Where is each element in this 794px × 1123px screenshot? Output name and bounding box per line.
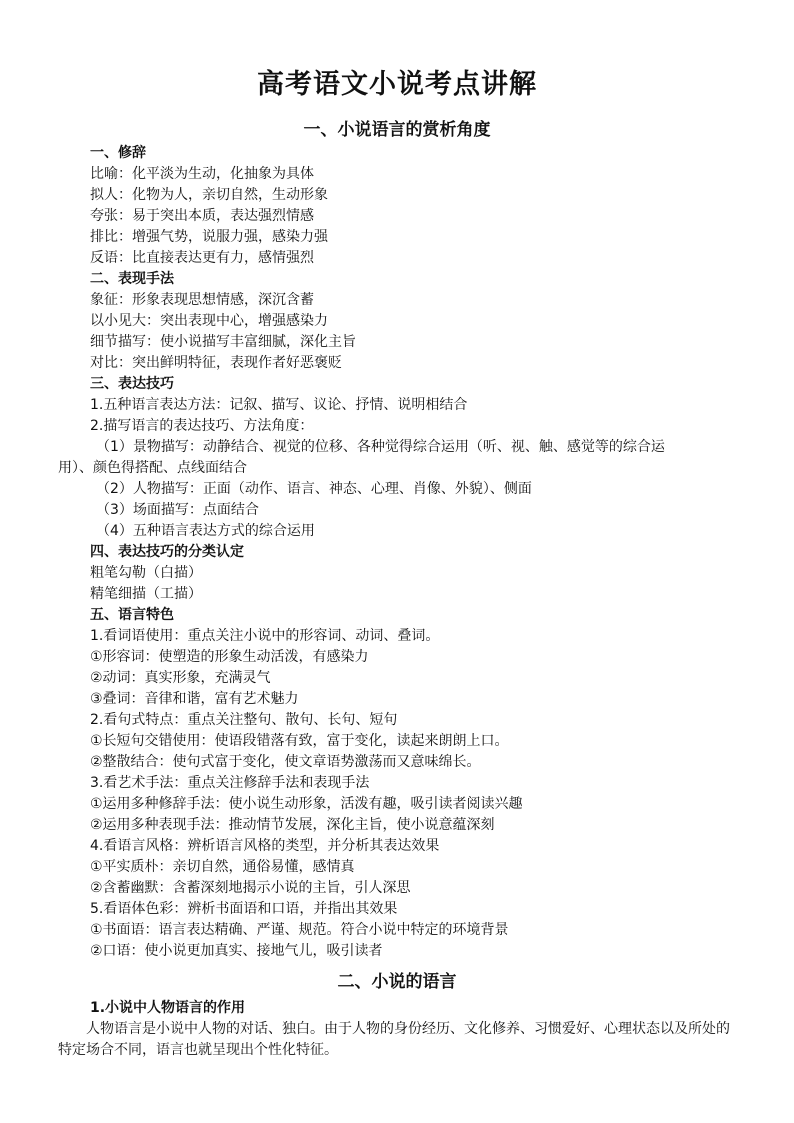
section-heading-2: 二、小说的语言 <box>337 972 457 992</box>
subheading-language-features: 五、语言特色 <box>90 607 174 623</box>
text-line: 比喻：化平淡为生动，化抽象为具体 <box>90 166 314 182</box>
text-line: ③叠词：音律和谐，富有艺术魅力 <box>90 691 299 707</box>
text-line: 反语：比直接表达更有力，感情强烈 <box>90 250 314 266</box>
text-line: ①平实质朴：亲切自然，通俗易懂，感情真 <box>90 859 355 875</box>
document-title: 高考语文小说考点讲解 <box>257 69 537 100</box>
text-line: ②运用多种表现手法：推动情节发展，深化主旨，使小说意蕴深刻 <box>90 817 495 833</box>
text-line: 排比：增强气势，说服力强，感染力强 <box>90 229 328 245</box>
section-heading-1: 一、小说语言的赏析角度 <box>303 120 491 140</box>
text-line: （4）五种语言表达方式的综合运用 <box>96 523 315 539</box>
body-paragraph: 人物语言是小说中人物的对话、独白。由于人物的身份经历、文化修养、习惯爱好、心理状态以及所处的特定场合不同，语言也就呈现出个性化特征。 <box>58 1021 730 1058</box>
text-line: 粗笔勾勒（白描） <box>90 565 202 581</box>
subheading-character-language: 1.小说中人物语言的作用 <box>90 1000 246 1016</box>
text-line: 1.看词语使用：重点关注小说中的形容词、动词、叠词。 <box>90 628 440 644</box>
text-line: 象征：形象表现思想情感，深沉含蓄 <box>90 292 314 308</box>
text-line: 对比：突出鲜明特征，表现作者好恶褒贬 <box>90 355 342 371</box>
text-line: ②整散结合：使句式富于变化，使文章语势激荡而又意味绵长。 <box>90 754 481 770</box>
text-line: 2.描写语言的表达技巧、方法角度： <box>90 418 314 434</box>
text-line: ②含蓄幽默：含蓄深刻地揭示小说的主旨，引人深思 <box>90 880 411 896</box>
text-line: 2.看句式特点：重点关注整句、散句、长句、短句 <box>90 712 398 728</box>
text-line: 5.看语体色彩：辨析书面语和口语，并指出其效果 <box>90 901 398 917</box>
subheading-rhetoric: 一、修辞 <box>90 145 146 161</box>
text-line: （2）人物描写：正面（动作、语言、神态、心理、肖像、外貌）、侧面 <box>96 481 532 497</box>
text-line: 4.看语言风格：辨析语言风格的类型，并分析其表达效果 <box>90 838 440 854</box>
text-line: 夸张：易于突出本质，表达强烈情感 <box>90 208 314 224</box>
text-line: ①形容词：使塑造的形象生动活泼，有感染力 <box>90 649 369 665</box>
text-line: （3）场面描写：点面结合 <box>96 502 259 518</box>
subheading-techniques: 二、表现手法 <box>90 271 174 287</box>
text-line: ①书面语：语言表达精确、严谨、规范。符合小说中特定的环境背景 <box>90 922 509 938</box>
text-line: ②动词：真实形象，充满灵气 <box>90 670 271 686</box>
text-line: ①长短句交错使用：使语段错落有致，富于变化，读起来朗朗上口。 <box>90 733 509 749</box>
text-line: （1）景物描写：动静结合、视觉的位移、各种觉得综合运用（听、视、触、感觉等的综合运 <box>96 439 665 455</box>
subheading-classification: 四、表达技巧的分类认定 <box>90 544 244 560</box>
text-line: 以小见大：突出表现中心，增强感染力 <box>90 313 328 329</box>
text-line: 细节描写：使小说描写丰富细腻，深化主旨 <box>90 334 356 350</box>
text-line: 1.五种语言表达方法：记叙、描写、议论、抒情、说明相结合 <box>90 397 468 413</box>
text-line: 3.看艺术手法：重点关注修辞手法和表现手法 <box>90 775 370 791</box>
text-line: 精笔细描（工描） <box>90 586 202 602</box>
text-line: 拟人：化物为人，亲切自然，生动形象 <box>90 187 328 203</box>
text-line: 用）、颜色得搭配、点线面结合 <box>58 460 247 476</box>
text-line: ①运用多种修辞手法：使小说生动形象，活泼有趣，吸引读者阅读兴趣 <box>90 796 523 812</box>
subheading-expression: 三、表达技巧 <box>90 376 174 392</box>
text-line: ②口语：使小说更加真实、接地气儿，吸引读者 <box>90 943 383 959</box>
